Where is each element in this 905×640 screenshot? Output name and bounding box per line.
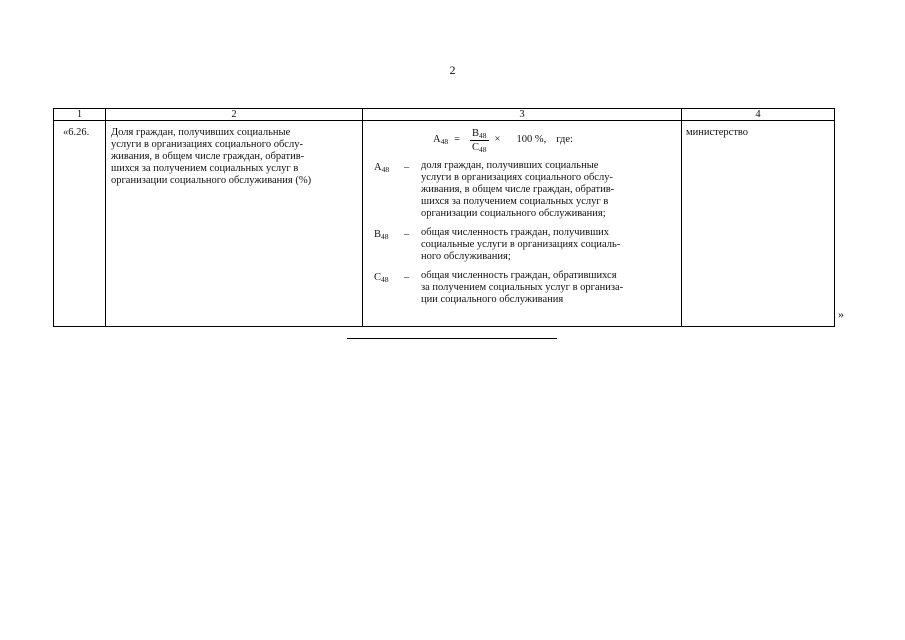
formula-fraction	[470, 128, 489, 153]
formula-times: ×	[494, 134, 501, 145]
header-col-4: 4	[682, 109, 835, 121]
definition-symbol: $C_{48}$	[374, 272, 389, 284]
table-row	[54, 121, 835, 327]
definition-symbol: $A_{48}$	[374, 162, 390, 174]
indicator-table	[53, 108, 835, 327]
indicator-name	[106, 121, 363, 327]
header-col-3: 3	[363, 109, 682, 121]
definition-text: доля граждан, получивших социальные услуги в организациях социального обслу- живания, в общем числе граждан, обратив- шихся за получением социальных услуг в организации социального обслуживания;	[421, 160, 615, 219]
indicator-name-line: услуги в организациях социального обслу-	[111, 139, 303, 150]
definition-dash: –	[404, 162, 410, 173]
page-number: 2	[449, 63, 456, 77]
definition-c	[374, 270, 673, 306]
definition-dash: –	[404, 272, 410, 283]
footer-divider	[347, 338, 557, 339]
definition-a	[374, 160, 673, 220]
indicator-number: «6.26.	[54, 121, 106, 327]
header-col-2: 2	[106, 109, 363, 121]
header-col-1: 1	[54, 109, 106, 121]
definition-b	[374, 227, 673, 263]
definition-symbol: $B_{48}$	[374, 229, 389, 241]
definition-text: общая численность граждан, обратившихся за получением социальных услуг в организа- ции социального обслуживания	[421, 270, 624, 305]
definition-dash: –	[404, 229, 410, 240]
formula-lhs: $A_{48}$	[433, 134, 449, 146]
definition-text: общая численность граждан, получивших социальные услуги в организациях социаль- ного обслуживания;	[421, 227, 621, 262]
calculation-method	[363, 121, 682, 327]
formula-percent: 100 %,	[516, 134, 547, 145]
closing-quote: »	[838, 307, 844, 321]
formula-numerator: $B_{48}$	[472, 127, 487, 140]
responsible-body: министерство	[682, 121, 835, 327]
formula-equals: =	[454, 134, 461, 145]
formula	[433, 127, 681, 153]
indicator-name-line: шихся за получением социальных услуг в	[111, 163, 299, 174]
indicator-name-line: организации социального обслуживания (%)	[111, 175, 312, 186]
formula-denominator: $C_{48}$	[472, 141, 487, 154]
formula-where: где:	[556, 134, 573, 145]
table-header-row	[54, 109, 835, 121]
indicator-name-line: живания, в общем числе граждан, обратив-	[111, 151, 305, 162]
indicator-name-line: Доля граждан, получивших социальные	[111, 127, 291, 138]
